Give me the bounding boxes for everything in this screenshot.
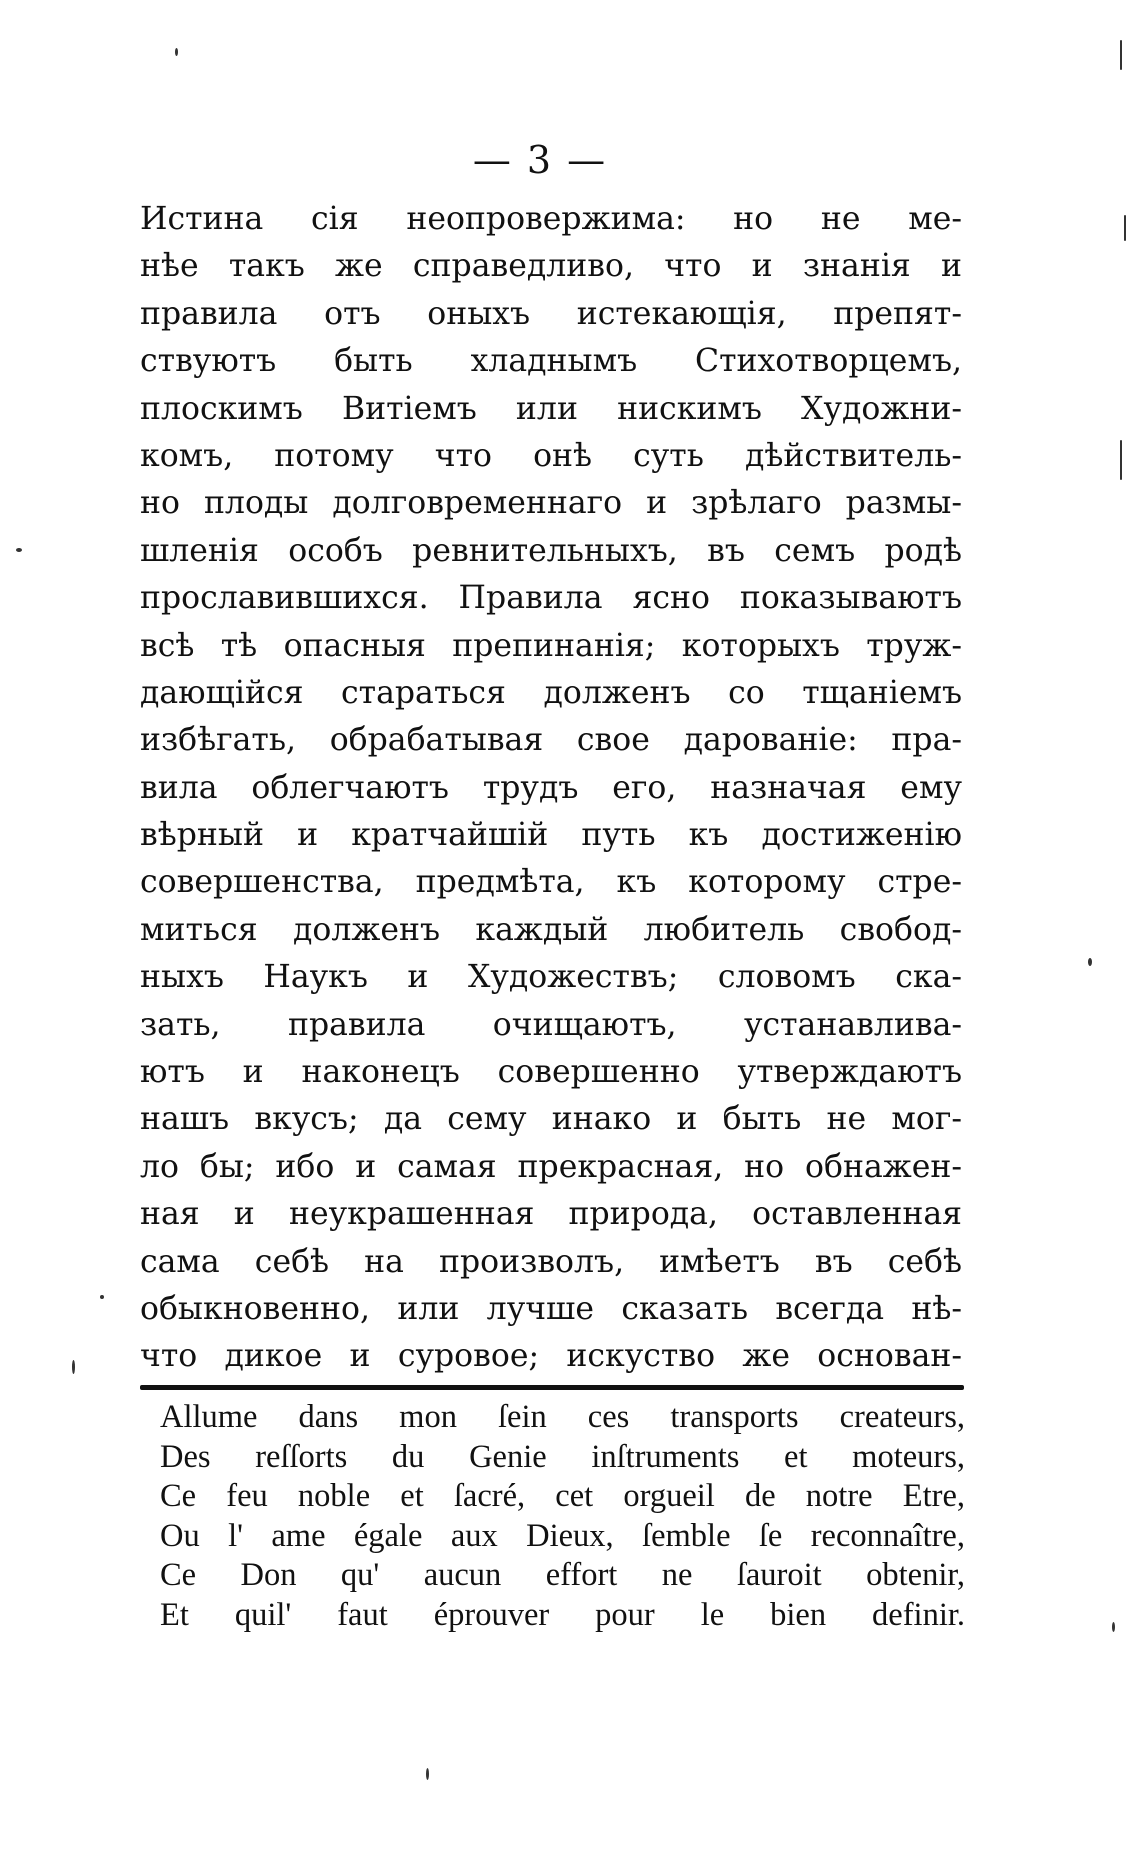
text-line: ютъ и наконецъ совершенно утверждаютъ <box>140 1054 962 1091</box>
text-line: вѣрный и кратчайшій путь къ достиженію <box>140 817 962 854</box>
main-text-block <box>140 196 962 1381</box>
verse-line: Allume dans mon ſein ces transports createurs, <box>160 1399 965 1435</box>
scan-speck <box>1088 958 1092 966</box>
text-line: ло бы; ибо и самая прекрасная, но обнажен- <box>140 1148 962 1185</box>
text-line: зать, правила очищаютъ, устанавлива- <box>140 1006 962 1043</box>
page-number: — 3 — <box>472 138 608 182</box>
text-line: сама себѣ на произволъ, имѣетъ въ себѣ <box>140 1243 962 1280</box>
text-line: комъ, потому что онѣ суть дѣйствитель- <box>140 437 962 474</box>
text-line: но плоды долговременнаго и зрѣлаго размы- <box>140 485 962 522</box>
text-line: ная и неукрашенная природа, оставленная <box>140 1196 962 1233</box>
scan-speck <box>1120 40 1122 70</box>
text-line: ствуютъ быть хладнымъ Стихотворцемъ, <box>140 343 962 380</box>
verse-line: Et quil' faut éprouver pour le bien definir. <box>160 1596 965 1633</box>
scan-speck <box>16 548 22 552</box>
text-line: совершенства, предмѣта, къ которому стре- <box>140 864 962 901</box>
text-line: нашъ вкусъ; да сему инако и быть не мог- <box>140 1101 962 1138</box>
text-line: вила облегчаютъ трудъ его, назначая ему <box>140 769 962 806</box>
text-line: обыкновенно, или лучше сказать всегда нѣ- <box>140 1290 962 1327</box>
footnote-verse <box>160 1398 965 1636</box>
scan-speck <box>100 1295 104 1299</box>
verse-line: Ce Don qu' aucun effort ne ſauroit obtenir, <box>160 1557 965 1594</box>
text-line: шленія особъ ревнительныхъ, въ семъ родѣ <box>140 532 962 569</box>
text-line: избѣгать, обрабатывая свое дарованіе: пра- <box>140 722 962 759</box>
scan-speck <box>1124 215 1126 241</box>
text-line: ныхъ Наукъ и Художествъ; словомъ ска- <box>140 959 962 996</box>
text-line: дающійся стараться долженъ со тщаніемъ <box>140 674 962 711</box>
verse-line: Des reſſorts du Genie inſtruments et moteurs, <box>160 1438 965 1475</box>
text-line: миться долженъ каждый любитель свобод- <box>140 911 962 948</box>
text-line: всѣ тѣ опасныя препинанія; которыхъ труж- <box>140 627 962 664</box>
verse-line: Ce feu noble et ſacré, cet orgueil de notre Etre, <box>160 1478 965 1515</box>
text-line: правила отъ оныхъ истекающія, препят- <box>140 295 962 332</box>
text-line: Истина сія неопровержима: но не ме- <box>140 201 962 237</box>
text-line: нѣе такъ же справедливо, что и знанія и <box>140 248 962 285</box>
text-line: что дикое и суровое; искуство же основан- <box>140 1338 962 1375</box>
verse-line: Ou l' ame égale aux Dieux, ſemble ſe reconnaître, <box>160 1517 965 1554</box>
scan-speck <box>1120 440 1122 480</box>
scan-speck <box>175 48 178 56</box>
scan-speck <box>426 1768 429 1780</box>
scan-speck <box>1112 1622 1115 1632</box>
footnote-divider <box>140 1385 964 1390</box>
scan-speck <box>72 1360 75 1374</box>
text-line: плоскимъ Витіемъ или нискимъ Художни- <box>140 390 962 427</box>
text-line: прославившихся. Правила ясно показываютъ <box>140 580 962 617</box>
